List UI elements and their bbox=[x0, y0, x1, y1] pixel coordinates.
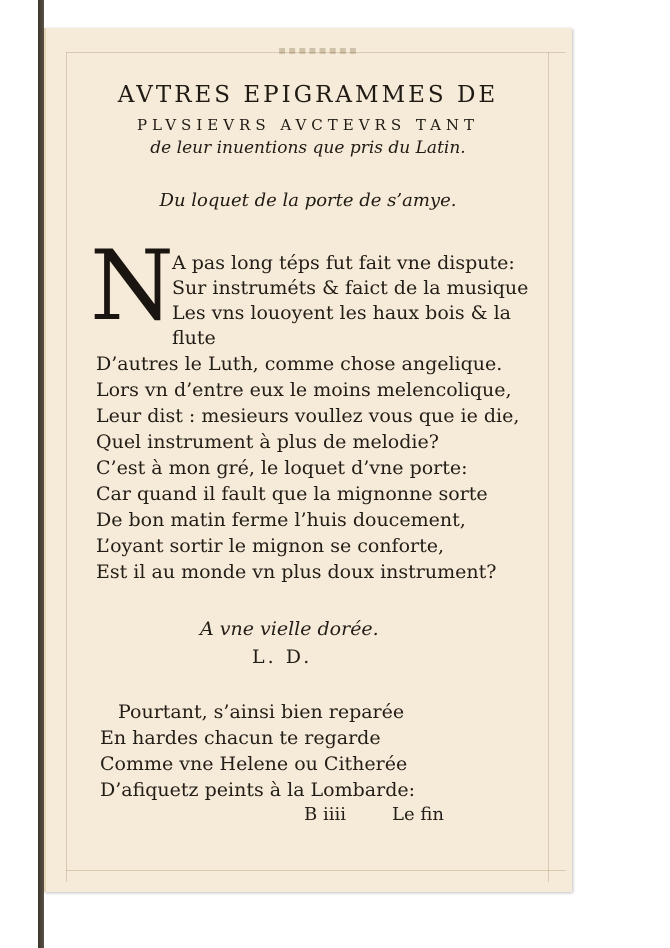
poem1-line-12: L’oyant sortir le mignon se conforte, bbox=[96, 535, 445, 557]
poem2-line-2: En hardes chacun te regarde bbox=[100, 727, 381, 749]
poem1-line-8: Quel instrument à plus de melodie? bbox=[96, 431, 439, 453]
poem1-line-10: Car quand il fault que la mignonne sorte bbox=[96, 483, 488, 505]
signature-mark: B iiii bbox=[304, 804, 346, 825]
poem1-line-1: A pas long téps fut fait vne dispute: bbox=[172, 252, 515, 274]
catchword: Le fin bbox=[392, 804, 444, 825]
frame-rule-right bbox=[548, 52, 549, 882]
poem1-line-3: Les vns louoyent les haux bois & la bbox=[172, 302, 511, 324]
heading-line-3: de leur inuentions que pris du Latin. bbox=[150, 138, 466, 158]
poem2-line-4: D’afiquetz peints à la Lombarde: bbox=[100, 779, 416, 801]
heading-line-2: PLVSIEVRS AVCTEVRS TANT bbox=[136, 116, 480, 134]
poem1-line-9: C’est à mon gré, le loquet d’vne porte: bbox=[96, 457, 468, 479]
poem2-author: L. D. bbox=[252, 646, 313, 668]
poem2-line-1: Pourtant, s’ainsi bien reparée bbox=[118, 701, 405, 723]
poem1-line-7: Leur dist : mesieurs voullez vous que ie die, bbox=[96, 405, 520, 427]
heading-line-1: AVTRES EPIGRAMMES DE bbox=[117, 82, 499, 108]
poem1-line-5: D’autres le Luth, comme chose angelique. bbox=[96, 353, 503, 375]
poem1-line-13: Est il au monde vn plus doux instrument? bbox=[96, 561, 497, 583]
poem1-title: Du loquet de la porte de s’amye. bbox=[159, 190, 457, 211]
poem1-line-11: De bon matin ferme l’huis doucement, bbox=[96, 509, 466, 531]
poem2-title: A vne vielle dorée. bbox=[200, 618, 379, 640]
drop-cap-initial: N bbox=[90, 230, 174, 342]
poem1-line-6: Lors vn d’entre eux le moins melencolique, bbox=[96, 379, 512, 401]
poem2-line-3: Comme vne Helene ou Citherée bbox=[100, 753, 408, 775]
show-through-running-head: ▪▪▪▪▪▪▪▪ bbox=[278, 43, 360, 57]
frame-rule-bottom bbox=[66, 870, 566, 871]
frame-rule-left bbox=[66, 52, 67, 882]
poem1-line-2: Sur instruméts & faict de la musique bbox=[172, 277, 529, 299]
poem1-line-4: flute bbox=[172, 327, 216, 349]
